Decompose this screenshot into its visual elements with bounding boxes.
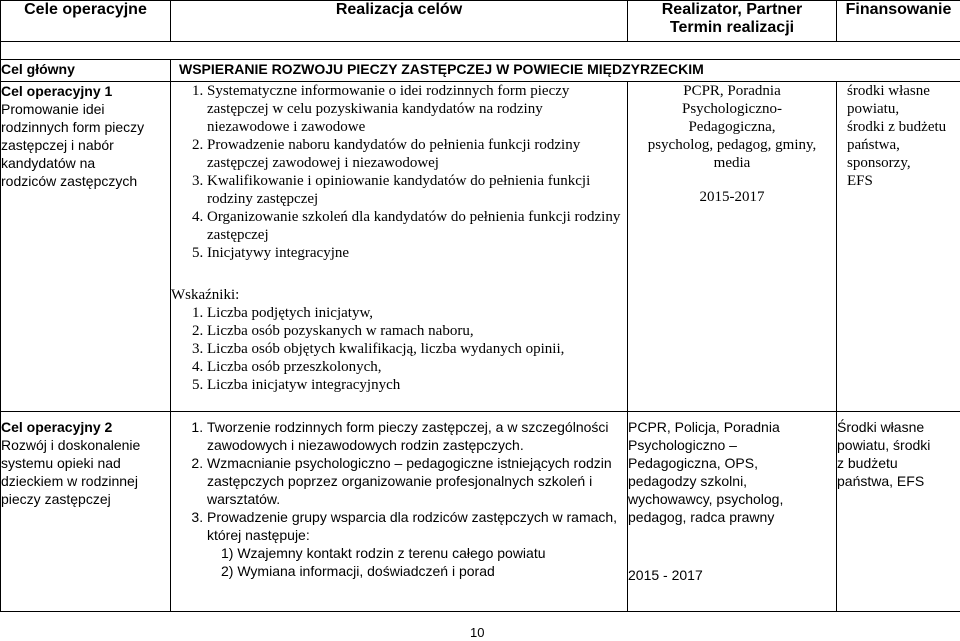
goal1-cell bbox=[1, 82, 171, 412]
goal1-desc-1: Promowanie idei bbox=[1, 101, 105, 117]
goal1-funding-cell bbox=[837, 82, 960, 412]
indicator-5: 5. Liczba inicjatyw integracyjnych bbox=[207, 376, 627, 394]
header-realizator-line1: Realizator, Partner bbox=[661, 1, 803, 18]
goal1-realizator-cell bbox=[628, 82, 837, 412]
goal2-realizator-cell bbox=[628, 412, 837, 612]
goal1-funding-4: państwa, bbox=[847, 137, 900, 153]
goal1-actions-list bbox=[181, 82, 627, 262]
goal2-title: Cel operacyjny 2 bbox=[1, 419, 113, 435]
goal1-term: 2015-2017 bbox=[699, 189, 765, 205]
goal1-funding-3: środki z budżetu bbox=[847, 119, 947, 135]
main-goal-label: Cel główny bbox=[1, 60, 171, 82]
goal1-desc-4: kandydatów na bbox=[1, 155, 96, 171]
goal1-title: Cel operacyjny 1 bbox=[1, 83, 113, 99]
indicators-title: Wskaźniki: bbox=[171, 287, 240, 303]
goal2-funding-3: z budżetu bbox=[837, 455, 898, 471]
goal1-action-1: 1. Systematyczne informowanie o idei rodzinnych form pieczy zastępczej w celu pozyskiwania kandydatów na rodziny niezawodowe i zawodowe bbox=[207, 82, 627, 136]
goal2-action-1: 1. Tworzenie rodzinnych form pieczy zastępczej, a w szczególności zawodowych i niezawodowych rodzin zastępczych. bbox=[207, 418, 627, 454]
goal1-funding-6: EFS bbox=[847, 173, 873, 189]
goal1-realizator-3: Pedagogiczna, bbox=[688, 119, 776, 135]
goal2-subitem-2: 2) Wymiana informacji, doświadczeń i porad bbox=[221, 563, 495, 579]
goal2-desc-1: Rozwój i doskonalenie bbox=[1, 437, 141, 453]
goal2-subitem-1: 1) Wzajemny kontakt rodzin z terenu całego powiatu bbox=[221, 545, 546, 561]
goal2-realizator-1: PCPR, Policja, Poradnia bbox=[628, 419, 780, 435]
goal1-action-4: 4. Organizowanie szkoleń dla kandydatów do pełnienia funkcji rodziny zastępczej bbox=[207, 208, 627, 244]
spacer-row bbox=[1, 42, 960, 60]
goal2-realizator-4: pedagodzy szkolni, bbox=[628, 473, 748, 489]
goal2-realizator-6: pedagog, radca prawny bbox=[628, 509, 775, 525]
page-number: 10 bbox=[470, 625, 485, 640]
indicator-1: 1. Liczba podjętych inicjatyw, bbox=[207, 304, 627, 322]
goal1-desc-5: rodziców zastępczych bbox=[1, 173, 138, 189]
goal2-funding-1: Środki własne bbox=[837, 419, 925, 435]
goal2-funding-2: powiatu, środki bbox=[837, 437, 931, 453]
goal2-realizator-3: Pedagogiczna, OPS, bbox=[628, 455, 758, 471]
goal1-action-2: 2. Prowadzenie naboru kandydatów do pełnienia funkcji rodziny zastępczej zawodowej i niezawodowej bbox=[207, 136, 627, 172]
indicators-list bbox=[181, 304, 627, 394]
goal2-desc-4: pieczy zastępczej bbox=[1, 491, 111, 507]
header-goals: Cele operacyjne bbox=[1, 1, 171, 42]
indicator-2: 2. Liczba osób pozyskanych w ramach naboru, bbox=[207, 322, 627, 340]
goal2-realizator-5: wychowawcy, psycholog, bbox=[628, 491, 784, 507]
goal1-realizator-5: media bbox=[713, 155, 751, 171]
goal2-funding-4: państwa, EFS bbox=[837, 473, 925, 489]
header-realizator bbox=[628, 1, 837, 42]
goal1-funding-1: środki własne bbox=[847, 83, 930, 99]
indicator-4: 4. Liczba osób przeszkolonych, bbox=[207, 358, 627, 376]
goal1-realizator-1: PCPR, Poradnia bbox=[683, 83, 781, 99]
goal1-actions-cell bbox=[171, 82, 628, 412]
goal1-funding-2: powiatu, bbox=[847, 101, 900, 117]
goal1-action-3: 3. Kwalifikowanie i opiniowanie kandydatów do pełnienia funkcji rodziny zastępczej bbox=[207, 172, 627, 208]
goal1-desc-2: rodzinnych form pieczy bbox=[1, 119, 145, 135]
goal1-desc-3: zastępczej i nabór bbox=[1, 137, 114, 153]
goal2-actions-cell bbox=[171, 412, 628, 612]
main-goal-text: WSPIERANIE ROZWOJU PIECZY ZASTĘPCZEJ W POWIECIE MIĘDZYRZECKIM bbox=[171, 60, 960, 82]
goal2-actions-list bbox=[181, 418, 627, 544]
goal2-term: 2015 - 2017 bbox=[628, 567, 703, 583]
goal2-cell bbox=[1, 412, 171, 612]
goal2-action-3: 3. Prowadzenie grupy wsparcia dla rodziców zastępczych w ramach, której następuje: bbox=[207, 508, 627, 544]
goal2-action-2: 2. Wzmacnianie psychologiczno – pedagogiczne istniejących rodzin zastępczych poprzez organizowanie profesjonalnych szkoleń i warsztatów. bbox=[207, 454, 627, 508]
goal2-funding-cell bbox=[837, 412, 960, 612]
goal1-funding-5: sponsorzy, bbox=[847, 155, 911, 171]
goal2-desc-3: dzieckiem w rodzinnej bbox=[1, 473, 138, 489]
goal1-realizator-2: Psychologiczno- bbox=[682, 101, 782, 117]
header-realizator-line2: Termin realizacji bbox=[669, 19, 795, 36]
header-funding: Finansowanie bbox=[837, 1, 960, 42]
goal2-desc-2: systemu opieki nad bbox=[1, 455, 121, 471]
goal2-subitems-list bbox=[171, 544, 627, 580]
goal1-realizator-4: psycholog, pedagog, gminy, bbox=[647, 137, 817, 153]
goal1-action-5: 5. Inicjatywy integracyjne bbox=[207, 244, 627, 262]
goal2-realizator-2: Psychologiczno – bbox=[628, 437, 737, 453]
indicator-3: 3. Liczba osób objętych kwalifikacją, liczba wydanych opinii, bbox=[207, 340, 627, 358]
header-realization: Realizacja celów bbox=[171, 1, 628, 42]
